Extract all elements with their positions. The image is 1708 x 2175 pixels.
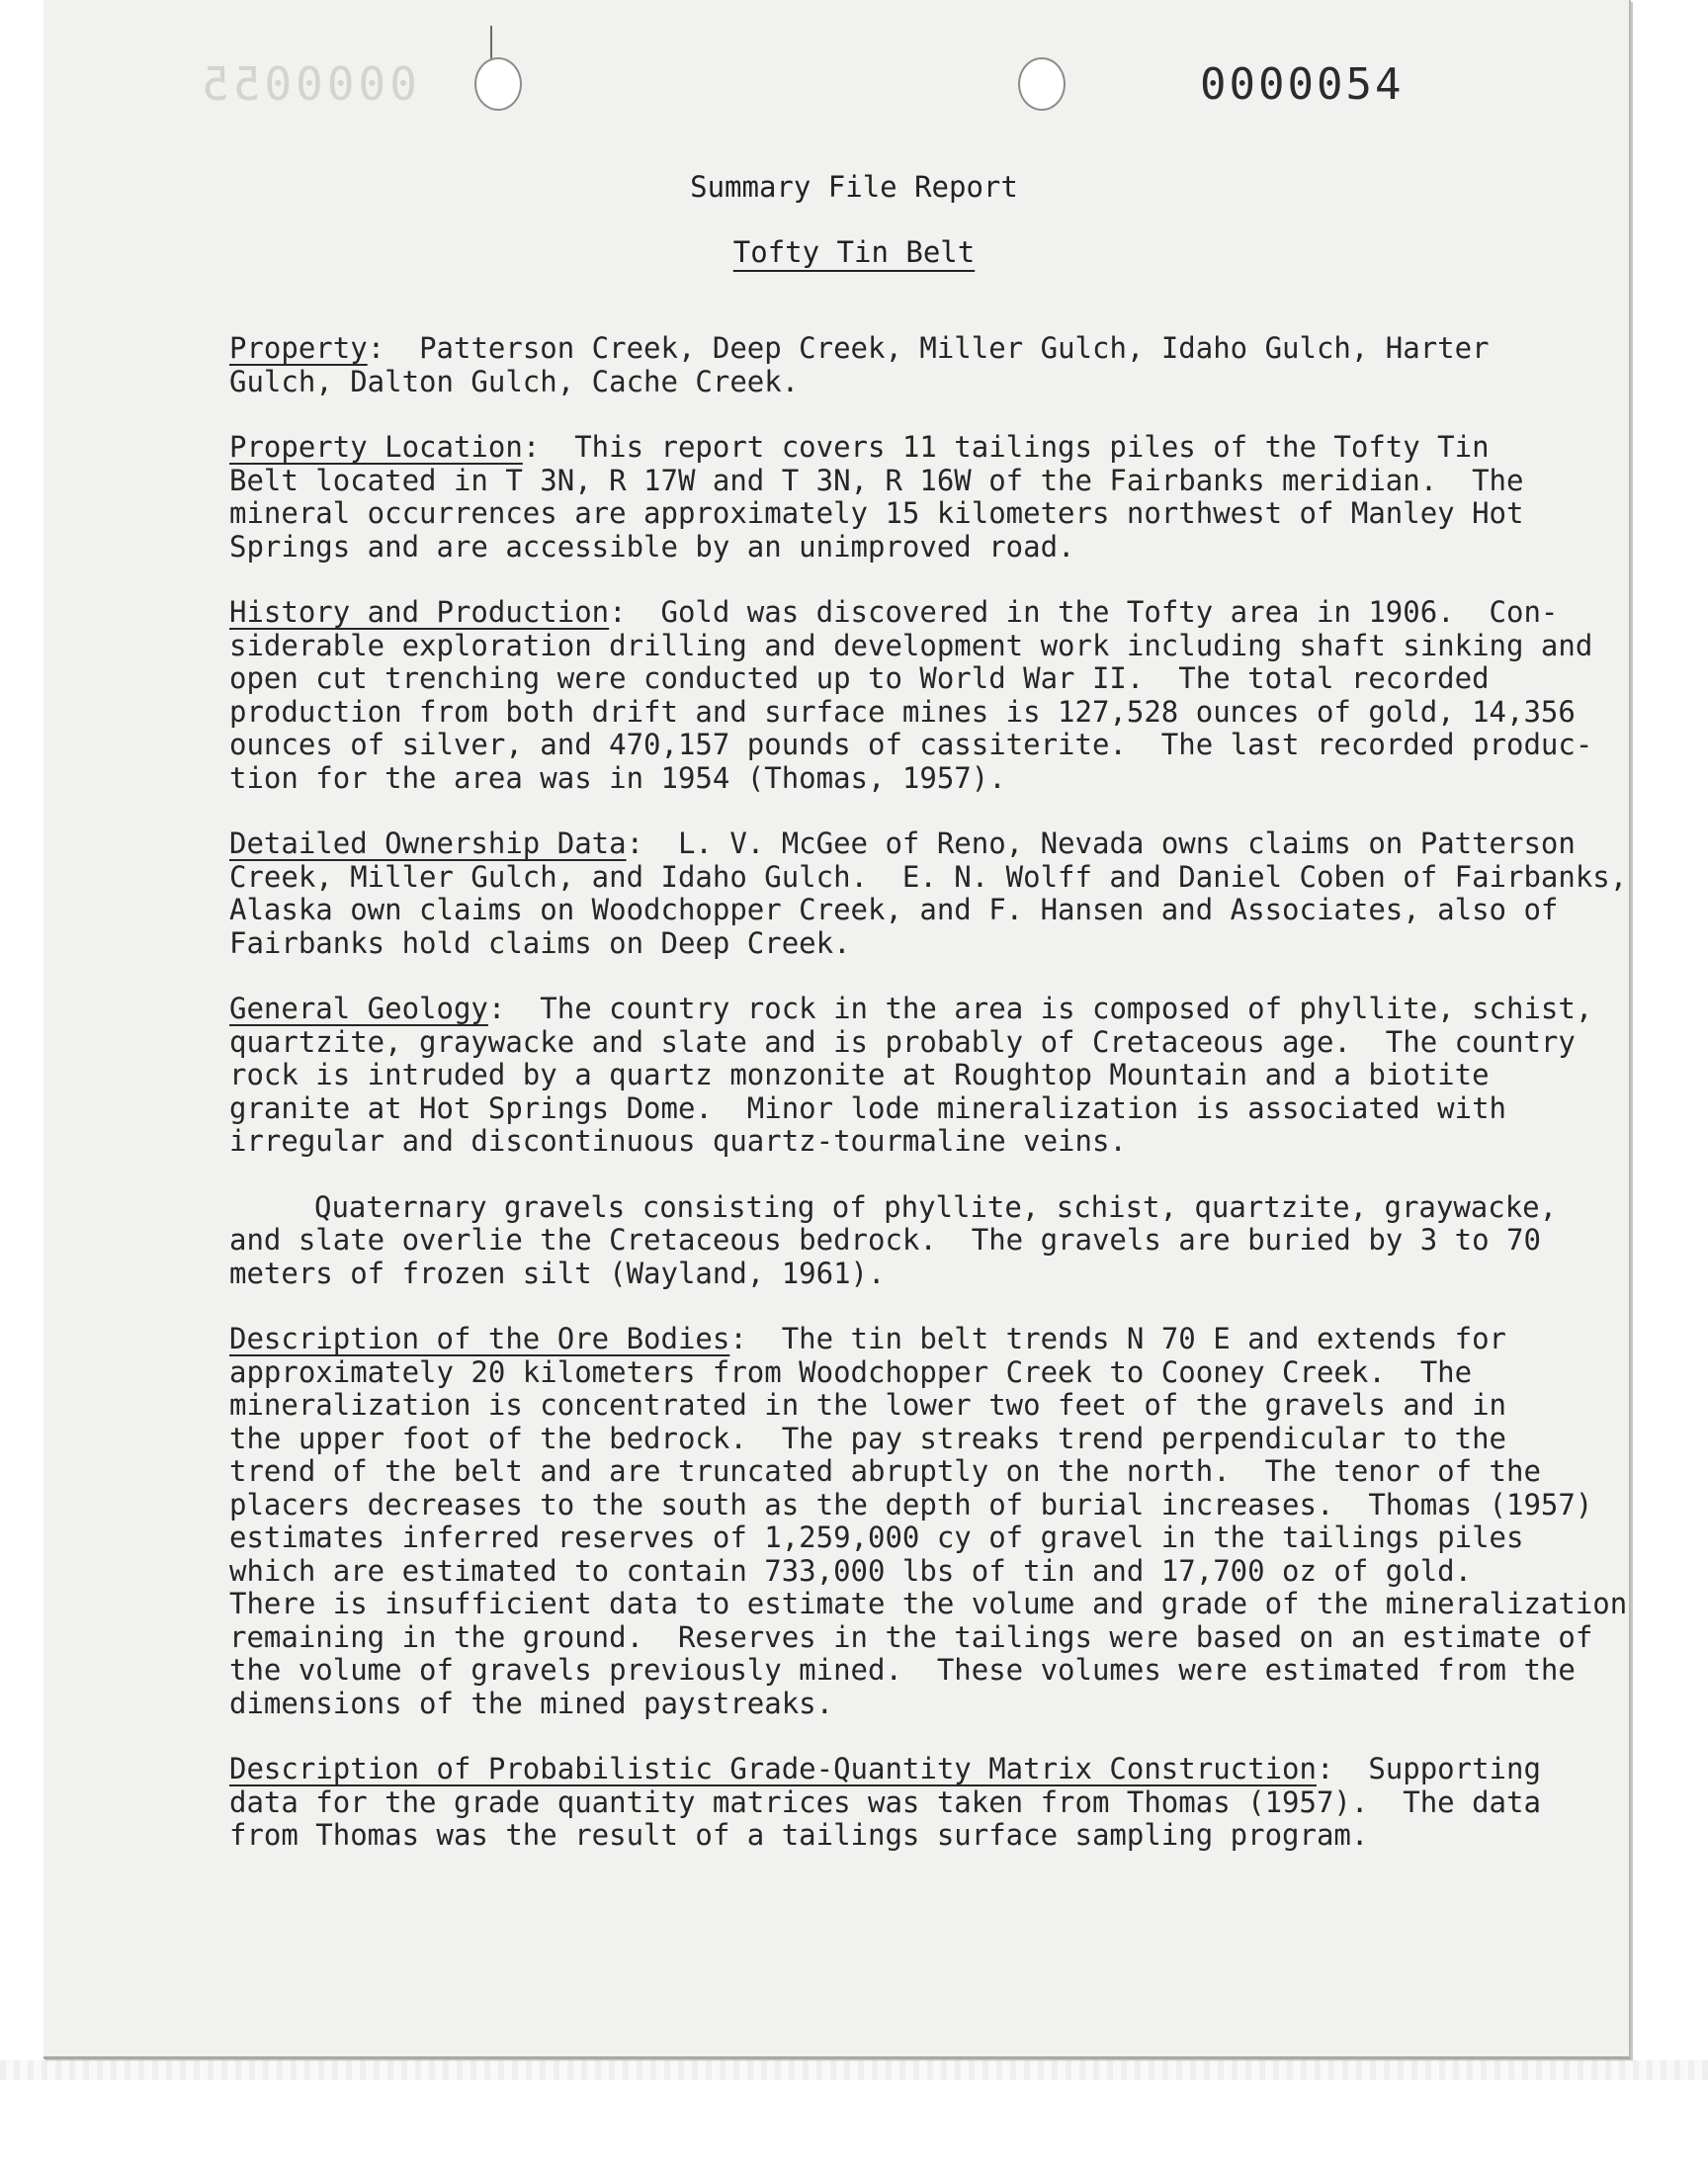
text-line: Quaternary gravels consisting of phyllite, schist, quartzite, graywacke,: [314, 1189, 1558, 1224]
section-property: [229, 332, 1633, 398]
text-line: ounces of silver, and 470,157 pounds of cassiterite. The last recorded produc-: [229, 728, 1593, 761]
text-line: dimensions of the mined paystreaks.: [229, 1686, 834, 1720]
report-subtitle-wrap: [0, 235, 1708, 269]
text-line: mineral occurrences are approximately 15 kilometers northwest of Manley Hot: [229, 496, 1524, 530]
section-history-production: [229, 596, 1633, 795]
punch-hole-left: [474, 57, 522, 111]
text-line: remaining in the ground. Reserves in the tailings were based on an estimate of: [229, 1619, 1593, 1654]
text-line: Springs and are accessible by an unimproved road.: [229, 529, 1075, 564]
text-line: irregular and discontinuous quartz-tourmaline veins.: [229, 1124, 1127, 1158]
report-body: [229, 332, 1633, 1885]
text-line: siderable exploration drilling and development work including shaft sinking and: [229, 628, 1593, 662]
text-line: which are estimated to contain 733,000 lbs of tin and 17,700 oz of gold.: [229, 1553, 1473, 1588]
text-line: Fairbanks hold claims on Deep Creek.: [229, 925, 851, 960]
text-line: open cut trenching were conducted up to World War II. The total recorded: [229, 661, 1490, 695]
text-line: : Gold was discovered in the Tofty area in 1906. Con-: [609, 595, 1559, 629]
section-label: History and Production: [229, 595, 610, 629]
section-label: Property Location: [229, 430, 523, 464]
text-line: : This report covers 11 tailings piles of the Tofty Tin: [522, 430, 1490, 464]
text-line: the upper foot of the bedrock. The pay streaks trend perpendicular to the: [229, 1421, 1507, 1455]
section-matrix-construction: [229, 1753, 1633, 1853]
text-line: : Supporting: [1316, 1752, 1541, 1785]
section-quaternary-gravels: [229, 1191, 1633, 1291]
text-line: Belt located in T 3N, R 17W and T 3N, R 16W of the Fairbanks meridian. The: [229, 463, 1524, 497]
text-line: Creek, Miller Gulch, and Idaho Gulch. E. N. Wolff and Daniel Coben of Fairbanks,: [229, 859, 1628, 894]
section-label: Property: [229, 331, 368, 365]
text-line: tion for the area was in 1954 (Thomas, 1957).: [229, 760, 1006, 795]
text-line: : The tin belt trends N 70 E and extends for: [729, 1322, 1507, 1355]
report-subtitle: Tofty Tin Belt: [732, 235, 976, 269]
text-line: There is insufficient data to estimate the volume and grade of the mineralization: [229, 1587, 1628, 1620]
text-line: : The country rock in the area is composed of phyllite, schist,: [487, 992, 1593, 1025]
section-label: Description of Probabilistic Grade-Quantity Matrix Construction: [229, 1752, 1317, 1785]
text-line: quartzite, graywacke and slate and is probably of Cretaceous age. The country: [229, 1024, 1576, 1059]
text-line: trend of the belt and are truncated abruptly on the north. The tenor of the: [229, 1454, 1541, 1488]
scan-edge: [0, 2060, 1708, 2080]
text-line: data for the grade quantity matrices was taken from Thomas (1957). The data: [229, 1784, 1541, 1819]
text-line: : L. V. McGee of Reno, Nevada owns claims on Patterson: [626, 826, 1576, 860]
section-ore-bodies: [229, 1323, 1633, 1720]
text-line: Alaska own claims on Woodchopper Creek, and F. Hansen and Associates, also of: [229, 893, 1559, 926]
text-line: Gulch, Dalton Gulch, Cache Creek.: [229, 364, 800, 398]
text-line: from Thomas was the result of a tailings surface sampling program.: [229, 1818, 1369, 1852]
section-label: General Geology: [229, 992, 488, 1025]
text-line: placers decreases to the south as the depth of burial increases. Thomas (1957): [229, 1487, 1593, 1522]
text-line: rock is intruded by a quartz monzonite at Roughtop Mountain and a biotite: [229, 1058, 1490, 1091]
text-line: and slate overlie the Cretaceous bedrock. The gravels are buried by 3 to 70: [229, 1223, 1541, 1257]
bleed-through-page-number: 0000055: [198, 57, 417, 111]
page-number: 0000054: [1200, 59, 1405, 110]
section-label: Detailed Ownership Data: [229, 826, 627, 860]
text-line: estimates inferred reserves of 1,259,000 cy of gravel in the tailings piles: [229, 1521, 1524, 1554]
text-line: granite at Hot Springs Dome. Minor lode mineralization is associated with: [229, 1090, 1507, 1125]
punch-hole-right: [1018, 57, 1066, 111]
section-label: Description of the Ore Bodies: [229, 1322, 730, 1355]
text-line: mineralization is concentrated in the lower two feet of the gravels and in: [229, 1388, 1507, 1422]
text-line: approximately 20 kilometers from Woodchopper Creek to Cooney Creek. The: [229, 1354, 1473, 1389]
text-line: : Patterson Creek, Deep Creek, Miller Gulch, Idaho Gulch, Harter: [367, 331, 1490, 365]
report-title: Summary File Report: [690, 170, 1018, 204]
text-line: meters of frozen silt (Wayland, 1961).: [229, 1256, 886, 1290]
text-line: production from both drift and surface mines is 127,528 ounces of gold, 14,356: [229, 694, 1576, 729]
text-line: the volume of gravels previously mined. These volumes were estimated from the: [229, 1653, 1576, 1687]
section-ownership: [229, 827, 1633, 960]
section-property-location: [229, 431, 1633, 564]
section-general-geology: [229, 993, 1633, 1159]
